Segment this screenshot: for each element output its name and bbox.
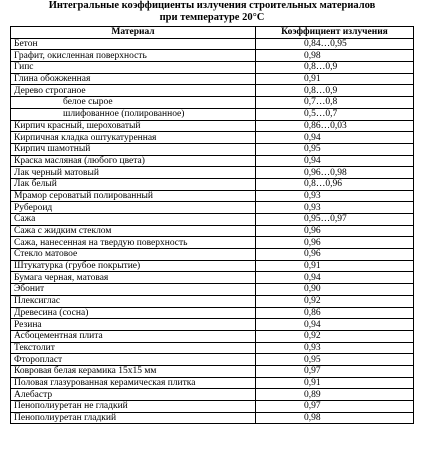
coefficient-cell: 0,93 (256, 342, 414, 354)
table-row (11, 225, 414, 237)
material-cell: Резина (11, 319, 256, 331)
coefficient-cell: 0,89 (256, 389, 414, 401)
material-cell: Штукатурка (грубое покрытие) (11, 260, 256, 272)
material-cell: Плексиглас (11, 295, 256, 307)
column-header-material: Материал (11, 27, 256, 39)
material-cell: Эбонит (11, 284, 256, 296)
material-cell: Фторопласт (11, 354, 256, 366)
coefficient-cell: 0,8…0,96 (256, 178, 414, 190)
coefficient-cell: 0,7…0,8 (256, 97, 414, 109)
material-cell: Глина обожженная (11, 73, 256, 85)
table-row (11, 342, 414, 354)
table-row (11, 272, 414, 284)
column-header-coefficient: Коэффициент излучения (256, 27, 414, 39)
material-cell: белое сырое (11, 97, 256, 109)
table-row (11, 249, 414, 261)
coefficient-cell: 0,86 (256, 307, 414, 319)
table-row (11, 143, 414, 155)
material-cell: Кирпич шамотный (11, 143, 256, 155)
coefficient-cell: 0,8…0,9 (256, 85, 414, 97)
table-row (11, 377, 414, 389)
material-cell: Сажа с жидким стеклом (11, 225, 256, 237)
material-cell: Пенополиуретан не гладкий (11, 401, 256, 413)
material-cell: Рубероид (11, 202, 256, 214)
coefficient-cell: 0,8…0,9 (256, 62, 414, 74)
coefficient-cell: 0,94 (256, 132, 414, 144)
emissivity-table (10, 26, 414, 424)
material-cell: Алебастр (11, 389, 256, 401)
coefficient-cell: 0,93 (256, 202, 414, 214)
table-row (11, 365, 414, 377)
table-row (11, 190, 414, 202)
coefficient-cell: 0,91 (256, 73, 414, 85)
material-cell: Стекло матовое (11, 249, 256, 261)
table-row (11, 50, 414, 62)
material-cell: шлифованное (полированное) (11, 108, 256, 120)
coefficient-cell: 0,84…0,95 (256, 38, 414, 50)
coefficient-cell: 0,96 (256, 237, 414, 249)
table-row (11, 85, 414, 97)
table-row (11, 62, 414, 74)
coefficient-cell: 0,91 (256, 260, 414, 272)
material-cell: Графит, окисленная поверхность (11, 50, 256, 62)
page-title (0, 0, 424, 23)
coefficient-cell: 0,94 (256, 155, 414, 167)
material-cell: Бетон (11, 38, 256, 50)
coefficient-cell: 0,95 (256, 143, 414, 155)
coefficient-cell: 0,98 (256, 412, 414, 424)
coefficient-cell: 0,95…0,97 (256, 214, 414, 226)
table-row (11, 97, 414, 109)
coefficient-cell: 0,86…0,03 (256, 120, 414, 132)
coefficient-cell: 0,91 (256, 377, 414, 389)
material-cell: Текстолит (11, 342, 256, 354)
table-row (11, 237, 414, 249)
table-row (11, 73, 414, 85)
table-row (11, 295, 414, 307)
material-cell: Гипс (11, 62, 256, 74)
table-row (11, 108, 414, 120)
table-row (11, 284, 414, 296)
material-cell: Сажа (11, 214, 256, 226)
material-cell: Лак черный матовый (11, 167, 256, 179)
table-row (11, 132, 414, 144)
coefficient-cell: 0,97 (256, 365, 414, 377)
table-row (11, 389, 414, 401)
material-cell: Кирпичная кладка оштукатуренная (11, 132, 256, 144)
table-row (11, 260, 414, 272)
coefficient-cell: 0,96 (256, 249, 414, 261)
table-header-row (11, 27, 414, 39)
coefficient-cell: 0,98 (256, 50, 414, 62)
coefficient-cell: 0,95 (256, 354, 414, 366)
coefficient-cell: 0,5…0,7 (256, 108, 414, 120)
material-cell: Асбоцементная плита (11, 330, 256, 342)
coefficient-cell: 0,96…0,98 (256, 167, 414, 179)
coefficient-cell: 0,94 (256, 272, 414, 284)
table-row (11, 202, 414, 214)
material-cell: Мрамор сероватый полированный (11, 190, 256, 202)
title-line-1: Интегральные коэффициенты излучения строительных материалов (48, 0, 376, 11)
coefficient-cell: 0,92 (256, 295, 414, 307)
material-cell: Ковровая белая керамика 15х15 мм (11, 365, 256, 377)
material-cell: Бумага черная, матовая (11, 272, 256, 284)
material-cell: Краска масляная (любого цвета) (11, 155, 256, 167)
material-cell: Древесина (сосна) (11, 307, 256, 319)
table-row (11, 214, 414, 226)
material-cell: Сажа, нанесенная на твердую поверхность (11, 237, 256, 249)
coefficient-cell: 0,90 (256, 284, 414, 296)
table-row (11, 319, 414, 331)
table-body (11, 38, 414, 424)
coefficient-cell: 0,97 (256, 401, 414, 413)
table-row (11, 401, 414, 413)
title-line-2: при температуре 20°С (159, 11, 265, 23)
material-cell: Кирпич красный, шероховатый (11, 120, 256, 132)
material-cell: Пенополиуретан гладкий (11, 412, 256, 424)
table-row (11, 155, 414, 167)
table-row (11, 330, 414, 342)
coefficient-cell: 0,96 (256, 225, 414, 237)
table-row (11, 38, 414, 50)
table-row (11, 120, 414, 132)
coefficient-cell: 0,94 (256, 319, 414, 331)
table-row (11, 178, 414, 190)
material-cell: Лак белый (11, 178, 256, 190)
table-row (11, 354, 414, 366)
material-cell: Половая глазурованная керамическая плитка (11, 377, 256, 389)
coefficient-cell: 0,92 (256, 330, 414, 342)
table-row (11, 307, 414, 319)
material-cell: Дерево строганое (11, 85, 256, 97)
coefficient-cell: 0,93 (256, 190, 414, 202)
table-row (11, 167, 414, 179)
table-row (11, 412, 414, 424)
